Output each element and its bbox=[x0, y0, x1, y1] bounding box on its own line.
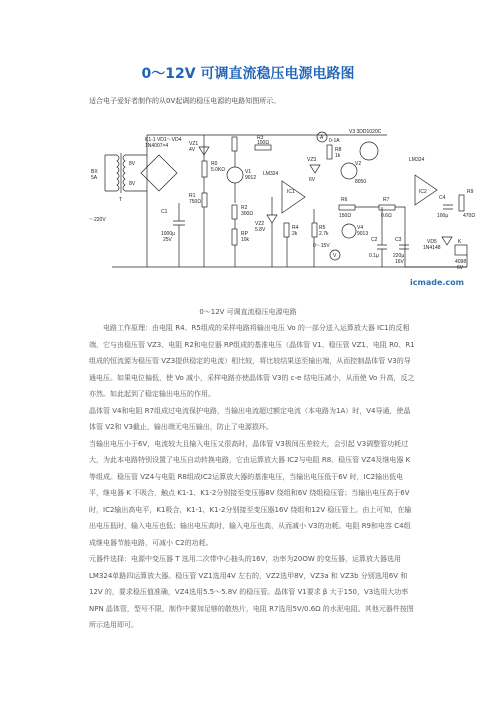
label-c1: C1 bbox=[161, 209, 168, 215]
label-v: V bbox=[333, 253, 337, 259]
label-vz2v: 5.8V bbox=[255, 227, 266, 233]
label-c3v: 220μ bbox=[393, 253, 405, 259]
label-v3: V3 3DD1020C bbox=[349, 129, 382, 135]
label-vd5: VD5 bbox=[427, 239, 437, 245]
label-c3u: 16V bbox=[395, 259, 404, 265]
paragraph-auto-switch: 当输出电压小于6V，电流较大且输入电压又很高时，晶体管 V3极间压差较大，会引起 V3调整管功耗过大，为此本电路特别设置了电压自动转换电路，它由运算放大器 IC2与电阻 R8、稳压管 VZ4及继电器 K 等组成。稳压管 VZ4与电阻 R8组成IC2运算放大器的基准电压，当输出电压低于6V 时，IC2输出低电平，继电器 K 不吸合，触点 K1-1、K1-2分别接至变压器8V 绕组和6V 绕组稳压管；当输出电压高于6V 时，IC2输出高电平，K1吸合，K1-1、K1-2分别接至变压器16V 绕组和12V 稳压管上。由上可知，在输出电压低时，输入电压也低；输出电压高时，输入电压也高，从而减小 V3的功耗。电阻 R9和电容 C4组成继电器节能电路，可减小 C2的功耗。 bbox=[89, 439, 412, 547]
label-r3v: 100Ω bbox=[257, 140, 270, 146]
label-vz1v: 4V bbox=[189, 147, 196, 153]
label-r4v: 2k bbox=[292, 231, 298, 237]
label-vd5t: 1N4148 bbox=[423, 245, 441, 251]
label-8v-a: 8V bbox=[129, 161, 136, 167]
label-v2: V2 bbox=[355, 161, 362, 167]
label-t: T bbox=[119, 197, 123, 203]
label-r2: R2 bbox=[241, 205, 248, 211]
label-c3: C3 bbox=[395, 237, 402, 243]
label-r9: R9 bbox=[467, 189, 474, 195]
label-r6v: 150Ω bbox=[339, 213, 352, 219]
label-r7v: 0.6Ω bbox=[381, 213, 392, 219]
label-lm2: LM324 bbox=[409, 157, 425, 163]
intro-text: 适合电子爱好者制作的从0V起调的稳压电源的电路知图所示。 bbox=[89, 97, 281, 105]
label-rpv: 10k bbox=[241, 237, 250, 243]
label-8v-b: 8V bbox=[129, 181, 136, 187]
label-r8: R8 bbox=[335, 147, 342, 153]
label-bridge: 1N4007×4 bbox=[145, 143, 169, 149]
circuit-schematic bbox=[87, 125, 477, 293]
label-c2v: 0.1μ bbox=[369, 253, 379, 259]
label-c4v: 100μ bbox=[437, 213, 449, 219]
label-v4t: 9013 bbox=[357, 231, 369, 237]
label-vz3: VZ3 bbox=[307, 157, 317, 163]
label-ic2: IC2 bbox=[419, 189, 427, 195]
label-c1u: 25V bbox=[163, 237, 172, 243]
label-r9v: 470Ω bbox=[463, 213, 476, 219]
label-kv: 6V bbox=[457, 265, 464, 271]
label-r3: R3 bbox=[257, 135, 264, 141]
label-vz3v: 6V bbox=[309, 177, 316, 183]
label-k: K bbox=[458, 239, 462, 245]
label-r5v: 2.7k bbox=[319, 231, 329, 237]
label-r4: R4 bbox=[292, 225, 299, 231]
label-vm: 0～15V bbox=[313, 243, 330, 249]
label-c1v: 1000μ bbox=[161, 231, 176, 237]
label-ic1: IC1 bbox=[287, 189, 295, 195]
article-body bbox=[89, 320, 415, 634]
label-r5: R5 bbox=[319, 225, 326, 231]
label-fuse: 5A bbox=[91, 175, 98, 181]
label-ac: ～220V bbox=[89, 217, 106, 223]
label-r8v: 1k bbox=[335, 153, 341, 159]
label-vz1: VZ1 bbox=[189, 141, 199, 147]
paragraph-principle: 电路工作原理：由电阻 R4、R5组成的采样电路将输出电压 Vo 的一部分送入运算放大器 IC1的反相端，它与由稳压管 VZ3、电阻 R2和电位器 RP组成的基准电压（晶体管 V1、稳压管 VZ1、电阻 R0、R1组成的恒流源为稳压管 VZ3提供稳定的电流）相比较，将比较结果送至输出端，从而控制晶体管 V3的导通电压。如果电位偏低，使 Vo 减小，采样电路亦使晶体管 V3的 c-e 结电压减小，从而使 Vo 升高，反之亦然。如此起到了稳定输出电压的作用。 bbox=[89, 324, 415, 398]
label-rp: RP bbox=[241, 231, 248, 237]
page-title: 0～12V 可调直流稳压电源电路图 bbox=[141, 66, 355, 82]
label-r0v: 5.0KΩ bbox=[211, 167, 226, 173]
label-r6: R6 bbox=[341, 197, 348, 203]
paragraph-overcurrent: 晶体管 V4和电阻 R7组成过电流保护电路，当输出电流超过额定电流（本电路为1A）时，V4导通，使晶体管 V2和 V3截止，输出端无电压输出，防止了电源损坏。 bbox=[89, 406, 411, 431]
label-r7: R7 bbox=[383, 197, 390, 203]
label-a: A bbox=[320, 135, 324, 141]
label-bx: BX bbox=[91, 169, 98, 175]
label-kt: 4098 bbox=[455, 259, 467, 265]
paragraph-components: 元器件选择：电源中变压器 T 选用二次带中心抽头的16V，功率为20OW 的变压器，运算放大器选用 LM324单路四运算放大器。稳压管 VZ1选用4V 左右的，VZ2选甲8V，VZ3a 和 VZ3b 分别选用6V 和12V 的，要求稳压值准确，VZ4选用5.5～5.8V 的稳压管。晶体管 V1要求 β 大于150，V3选用大功率 NPN 晶体管，型号不限，制作中要加足够的散热片，电阻 R7选用5V/0.6Ω 的水泥电阻。其他元器件按图所示选用即可。 bbox=[89, 555, 414, 629]
label-vz2: VZ2 bbox=[255, 221, 265, 227]
label-r0: R0 bbox=[211, 161, 218, 167]
watermark-text: icmade.com bbox=[410, 278, 464, 287]
label-c4: C4 bbox=[439, 195, 446, 201]
label-r2v: 300Ω bbox=[241, 211, 254, 217]
label-k1: K1-1 VD1～VD4 bbox=[145, 137, 182, 143]
label-c2: C2 bbox=[371, 237, 378, 243]
label-va: 0-1A bbox=[329, 138, 340, 144]
label-v4: V4 bbox=[357, 225, 364, 231]
label-v2t: 8050 bbox=[355, 179, 367, 185]
label-r1: R1 bbox=[189, 193, 196, 199]
figure-caption: 0～12V 可调直流稳压电源电路 bbox=[199, 308, 297, 316]
label-r1v: 750Ω bbox=[189, 199, 202, 205]
label-lm1: LM324 bbox=[263, 171, 279, 177]
label-v1: V1 bbox=[245, 169, 252, 175]
label-v1t: 9012 bbox=[245, 175, 257, 181]
